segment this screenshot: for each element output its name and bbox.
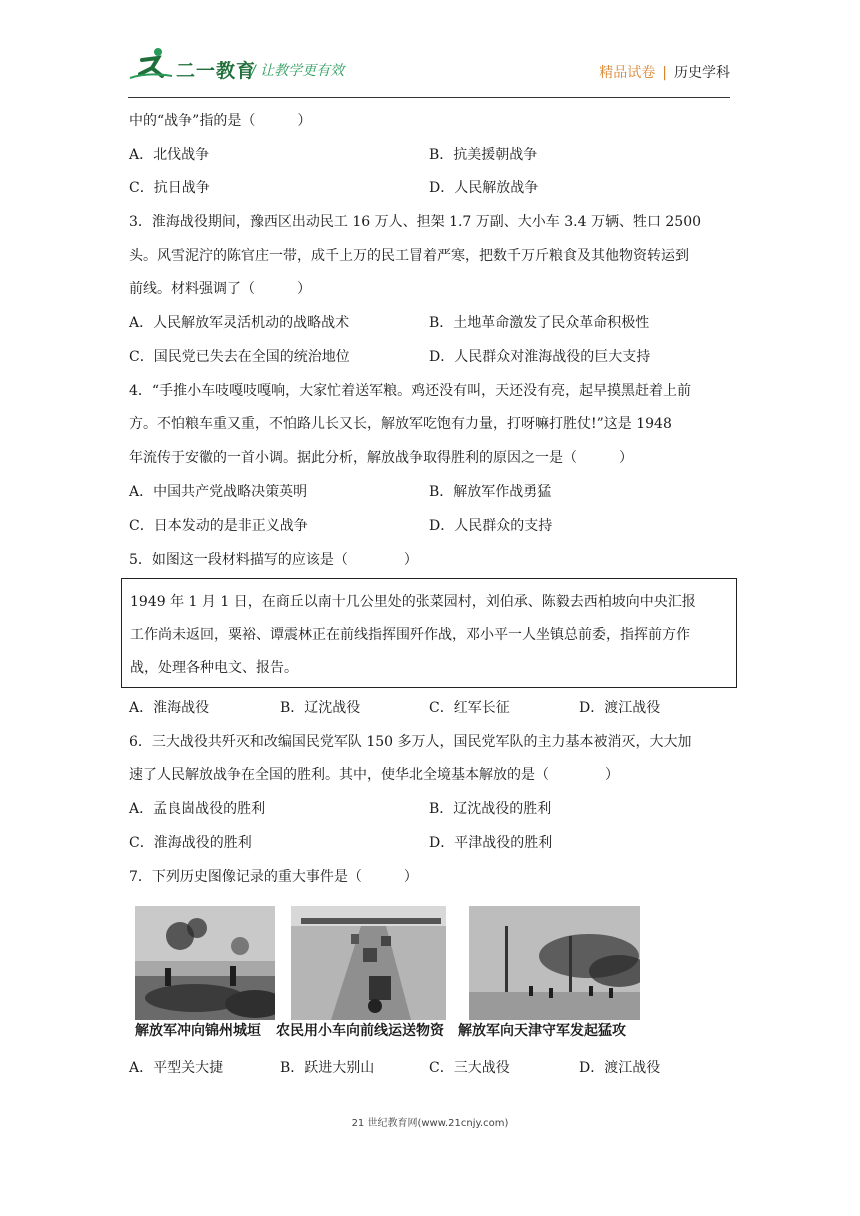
option-d: D．渡江战役: [579, 1060, 661, 1076]
slogan: / 让教学更有效: [251, 63, 345, 79]
option-c: C．抗日战争: [129, 180, 210, 196]
photo-caption: 农民用小车向前线运送物资: [276, 1023, 444, 1039]
option-d: D．人民解放战争: [429, 180, 539, 196]
option-c: C．三大战役: [429, 1060, 510, 1076]
question-3-line: 前线。材料强调了（ ）: [129, 281, 311, 297]
material-line: 工作尚未返回，粟裕、谭震林正在前线指挥围歼作战，邓小平一人坐镇总前委，指挥前方作: [130, 627, 690, 643]
option-d: D．平津战役的胜利: [429, 835, 553, 851]
option-b: B．解放军作战勇猛: [429, 484, 552, 500]
option-d: D．人民群众的支持: [429, 518, 553, 534]
material-line: 1949 年 1 月 1 日，在商丘以南十几公里处的张菜园村，刘伯承、陈毅去西柏坡向中央汇报: [130, 594, 696, 610]
question-line: 中的“战争”指的是（ ）: [129, 113, 312, 129]
option-c: C．红军长征: [429, 700, 510, 716]
page-footer: 21 世纪教育网(www.21cnjy.com): [351, 1118, 509, 1129]
question-4-line: 4．“手推小车吱嘎吱嘎响，大家忙着送军粮。鸡还没有叫，天还没有亮，起早摸黑赶着上前: [129, 383, 692, 399]
quoted-material-box: [121, 578, 737, 688]
photo-jinzhou: [135, 906, 275, 1020]
tag-separator: |: [662, 65, 667, 81]
option-a: A．北伐战争: [129, 147, 210, 163]
photo-tianjin: [469, 906, 640, 1020]
runner-logo-icon: [128, 46, 174, 82]
option-a: A．平型关大捷: [129, 1060, 224, 1076]
question-6-line: 速了人民解放战争在全国的胜利。其中，使华北全境基本解放的是（ ）: [129, 767, 619, 783]
tag-premium: 精品试卷: [599, 65, 656, 81]
option-b: B．跃进大别山: [280, 1060, 375, 1076]
question-4-line: 年流传于安徽的一首小调。据此分析，解放战争取得胜利的原因之一是（ ）: [129, 450, 633, 466]
logo-text: 二一教育: [176, 60, 257, 82]
question-3-line: 3．淮海战役期间，豫西区出动民工 16 万人、担架 1.7 万副、大小车 3.4 万辆、牲口 2500: [129, 214, 702, 230]
option-a: A．孟良崮战役的胜利: [129, 801, 266, 817]
option-b: B．抗美援朝战争: [429, 147, 538, 163]
question-4-line: 方。不怕粮车重又重，不怕路儿长又长，解放军吃饱有力量，打呀嘛打胜仗!”这是 1948: [129, 416, 672, 432]
header-divider: [128, 97, 730, 98]
option-c: C．淮海战役的胜利: [129, 835, 252, 851]
option-a: A．人民解放军灵活机动的战略战术: [129, 315, 350, 331]
photo-caption: 解放军向天津守军发起猛攻: [458, 1023, 626, 1039]
header-tags: [599, 62, 730, 82]
option-a: A．中国共产党战略决策英明: [129, 484, 308, 500]
question-7-line: 7．下列历史图像记录的重大事件是（ ）: [129, 869, 418, 885]
question-6-line: 6．三大战役共歼灭和改编国民党军队 150 多万人，国民党军队的主力基本被消灭，大大加: [129, 734, 692, 750]
option-b: B．土地革命激发了民众革命积极性: [429, 315, 650, 331]
option-d: D．渡江战役: [579, 700, 661, 716]
option-d: D．人民群众对淮海战役的巨大支持: [429, 349, 651, 365]
option-c: C．国民党已失去在全国的统治地位: [129, 349, 350, 365]
material-line: 战，处理各种电文、报告。: [130, 660, 298, 676]
option-b: B．辽沈战役的胜利: [429, 801, 552, 817]
photo-caption: 解放军冲向锦州城垣: [135, 1023, 261, 1039]
option-c: C．日本发动的是非正义战争: [129, 518, 308, 534]
question-5-line: 5．如图这一段材料描写的应该是（ ）: [129, 552, 418, 568]
photo-carts: [291, 906, 446, 1020]
option-a: A．淮海战役: [129, 700, 210, 716]
option-b: B．辽沈战役: [280, 700, 361, 716]
page-header: [128, 40, 730, 98]
question-3-line: 头。风雪泥泞的陈官庄一带，成千上万的民工冒着严寒，把数千万斤粮食及其他物资转运到: [129, 248, 689, 264]
tag-subject: 历史学科: [674, 65, 730, 81]
